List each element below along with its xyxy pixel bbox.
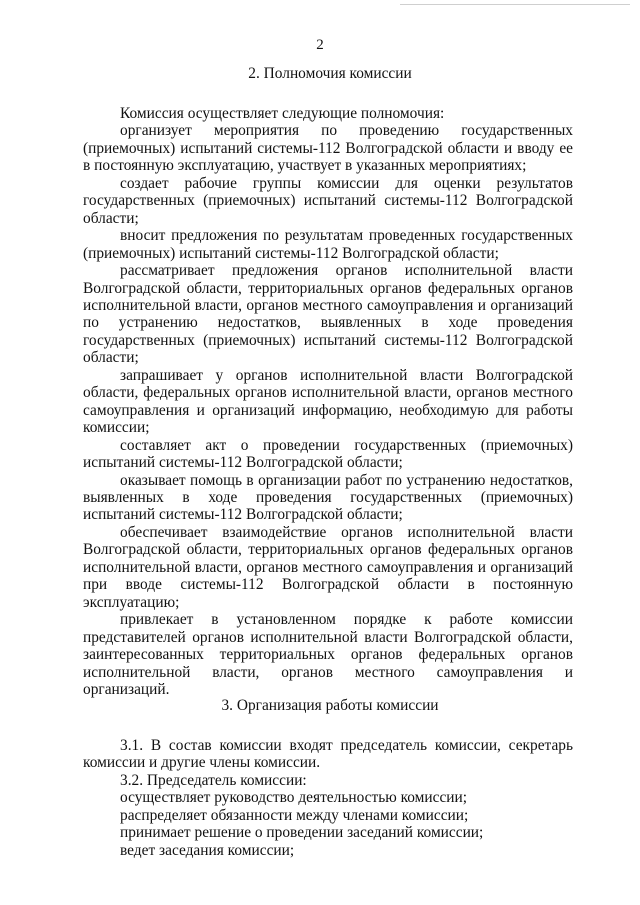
power-item: обеспечивает взаимодействие органов исполнительной власти Волгоградской области, территориальных органов федеральных органов исполнительной власти, органов местного самоуправления и организаций при вводе системы-112 Волгоградской области в постоянную эксплуатацию; (83, 523, 573, 611)
power-item: привлекает в установленном порядке к работе комиссии представителей органов исполнительной власти Волгоградской области, заинтересованных территориальных органов федеральных органов исполнительной власти, органов местного самоуправления и организаций. (83, 611, 573, 698)
chair-duty-item: осуществляет руководство деятельностью комиссии; (120, 789, 468, 807)
clause-3-1: 3.1. В состав комиссии входят председатель комиссии, секретарь комиссии и другие члены комиссии. (83, 737, 573, 772)
power-item: создает рабочие группы комиссии для оценки результатов государственных (приемочных) испытаний системы-112 Волгоградской области; (83, 174, 573, 227)
chair-duty-item: распределяет обязанности между членами комиссии; (120, 806, 469, 824)
clause-3-2: 3.2. Председатель комиссии: (120, 771, 307, 789)
power-item: составляет акт о проведении государственных (приемочных) испытаний системы-112 Волгоградской области; (83, 436, 573, 472)
power-item: рассматривает предложения органов исполнительной власти Волгоградской области, территориальных органов федеральных органов исполнительной власти, органов местного самоуправления и организаций по устранению недостатков, выявленных в ходе проведения государственных (приемочных) испытаний системы-112 Волгоградской области; (83, 262, 573, 367)
power-item: организует мероприятия по проведению государственных (приемочных) испытаний системы-112 Волгоградской области и вводу ее в постоянную эксплуатацию, участвует в указанных мероприятиях; (83, 122, 573, 175)
chair-duty-item: принимает решение о проведении заседаний комиссии; (120, 824, 484, 842)
powers-intro: Комиссия осуществляет следующие полномочия: (120, 105, 445, 122)
section-3-heading: 3. Организация работы комиссии (221, 697, 439, 714)
section-2-heading: 2. Полномочия комиссии (248, 65, 412, 82)
page-number: 2 (316, 37, 324, 53)
scan-edge-line (400, 4, 630, 5)
chair-duty-item: ведет заседания комиссии; (120, 841, 295, 859)
power-item: оказывает помощь в организации работ по устранению недостатков, выявленных в ходе проведения государственных (приемочных) испытаний системы-112 Волгоградской области; (83, 471, 573, 524)
section-2-body (83, 105, 573, 698)
power-item: запрашивает у органов исполнительной власти Волгоградской области, федеральных органов исполнительной власти, органов местного самоуправления и организаций информацию, необходимую для работы комиссии; (83, 366, 573, 437)
power-item: вносит предложения по результатам проведенных государственных (приемочных) испытаний системы-112 Волгоградской области; (83, 227, 573, 262)
section-3-body (83, 737, 573, 859)
